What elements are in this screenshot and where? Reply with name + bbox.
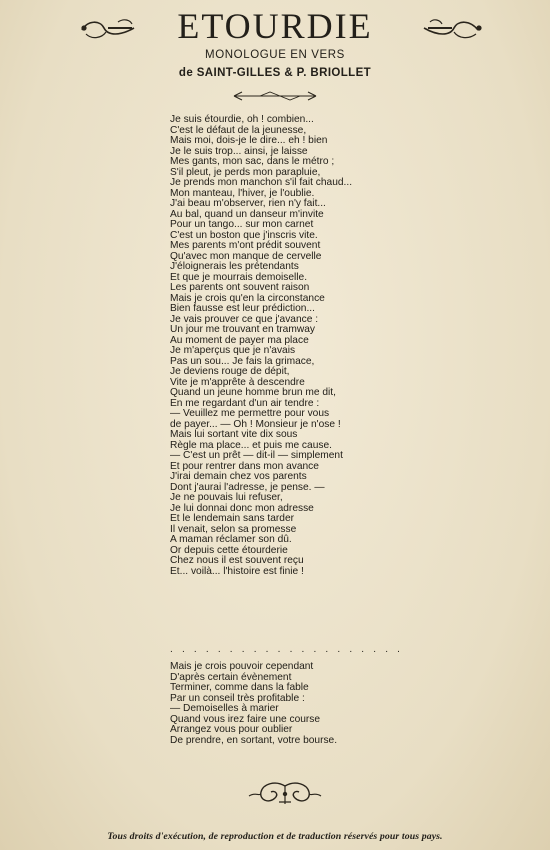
verse-line: Il venait, selon sa promesse bbox=[170, 523, 297, 535]
rule-ornament bbox=[230, 91, 320, 101]
verse-line: Mais lui sortant vite dix sous bbox=[170, 429, 298, 440]
verse-line: Je ne pouvais lui refuser, bbox=[170, 492, 283, 503]
verse-line: Pour un tango... sur mon carnet bbox=[170, 219, 314, 230]
verse-line: — Veuillez me permettre pour vous bbox=[170, 408, 330, 419]
verse-line: A maman réclamer son dû. bbox=[170, 534, 292, 545]
verse-line: Je lui donnai donc mon adresse bbox=[170, 502, 314, 514]
verse-line: Par un conseil très profitable : bbox=[170, 692, 305, 704]
verse-line: C'est le défaut de la jeunesse, bbox=[170, 124, 307, 136]
page-title: ETOURDIE bbox=[177, 6, 373, 46]
flourish-right-ornament bbox=[420, 14, 485, 44]
verse-line: Règle ma place... et puis me cause. bbox=[170, 439, 332, 451]
verse-line: C'est un boston que j'inscris vite. bbox=[170, 229, 318, 241]
verse-line: D'après certain évènement bbox=[170, 671, 292, 683]
verse-line: Quand un jeune homme brun me dit, bbox=[170, 387, 336, 398]
verse-line: Quand vous irez faire une course bbox=[170, 713, 321, 725]
verse-line: — C'est un prêt — dit-il — simplement bbox=[170, 450, 343, 461]
verse-line: Mais je crois pouvoir cependant bbox=[170, 661, 314, 672]
verse-line: Un jour me trouvant en tramway bbox=[170, 324, 315, 335]
subtitle: MONOLOGUE EN VERS bbox=[205, 49, 345, 61]
bottom-vignette-ornament bbox=[245, 780, 325, 808]
verse-line: Les parents ont souvent raison bbox=[170, 282, 310, 293]
verse-line: Et le lendemain sans tarder bbox=[170, 513, 295, 524]
dotted-separator: . . . . . . . . . . . . . . . . . . . . bbox=[170, 644, 404, 655]
verse-line: Mes gants, mon sac, dans le métro ; bbox=[170, 156, 335, 167]
verse-line: Bien fausse est leur prédiction... bbox=[170, 303, 315, 314]
verse-line: — Demoiselles à marier bbox=[170, 703, 279, 714]
stanza-main bbox=[170, 115, 352, 577]
verse-line: Au bal, quand un danseur m'invite bbox=[170, 208, 324, 220]
authors-line: de SAINT-GILLES & P. BRIOLLET bbox=[178, 67, 372, 79]
verse-line: J'irai demain chez vos parents bbox=[170, 471, 307, 482]
verse-line: Mes parents m'ont prédit souvent bbox=[170, 240, 321, 251]
verse-line: Chez nous il est souvent reçu bbox=[170, 555, 304, 566]
verse-line: En me regardant d'un air tendre : bbox=[170, 397, 320, 409]
verse-line: Arrangez vous pour oublier bbox=[170, 724, 293, 735]
verse-line: Mais moi, dois-je le dire... eh ! bien bbox=[170, 135, 328, 146]
verse-line: Et... voilà... l'histoire est finie ! bbox=[170, 565, 304, 577]
verse-line: J'ai beau m'observer, rien n'y fait... bbox=[170, 198, 326, 209]
stanza-moral bbox=[170, 662, 337, 746]
verse-line: Je suis étourdie, oh ! combien... bbox=[170, 114, 314, 125]
verse-line: de payer... — Oh ! Monsieur je n'ose ! bbox=[170, 418, 341, 430]
verse-line: Et que je mourrais demoiselle. bbox=[170, 271, 308, 283]
verse-line: Mais je crois qu'en la circonstance bbox=[170, 292, 325, 304]
verse-line: Vite je m'apprête à descendre bbox=[170, 376, 305, 388]
verse-line: Dont j'aurai l'adresse, je pense. — bbox=[170, 481, 325, 493]
verse-line: Je prends mon manchon s'il fait chaud... bbox=[170, 177, 353, 188]
verse-line: Au moment de payer ma place bbox=[170, 334, 309, 346]
verse-line: Je m'aperçus que je n'avais bbox=[170, 345, 296, 356]
verse-line: Et pour rentrer dans mon avance bbox=[170, 460, 319, 472]
verse-line: Pas un sou... Je fais la grimace, bbox=[170, 355, 315, 367]
verse-line: De prendre, en sortant, votre bourse. bbox=[170, 734, 338, 746]
verse-line: J'éloignerais les prétendants bbox=[170, 261, 299, 272]
verse-line: Terminer, comme dans la fable bbox=[170, 682, 309, 693]
verse-line: S'il pleut, je perds mon parapluie, bbox=[170, 166, 321, 178]
verse-line: Qu'avec mon manque de cervelle bbox=[170, 250, 322, 262]
rights-notice: Tous droits d'exécution, de reproduction et de traduction réservés pour tous pays. bbox=[107, 831, 443, 842]
verse-line: Je vais prouver ce que j'avance : bbox=[170, 313, 319, 325]
verse-line: Je deviens rouge de dépit, bbox=[170, 366, 290, 377]
verse-line: Je le suis trop... ainsi, je laisse bbox=[170, 145, 308, 157]
verse-line: Mon manteau, l'hiver, je l'oublie. bbox=[170, 187, 315, 199]
verse-line: Or depuis cette étourderie bbox=[170, 544, 288, 556]
